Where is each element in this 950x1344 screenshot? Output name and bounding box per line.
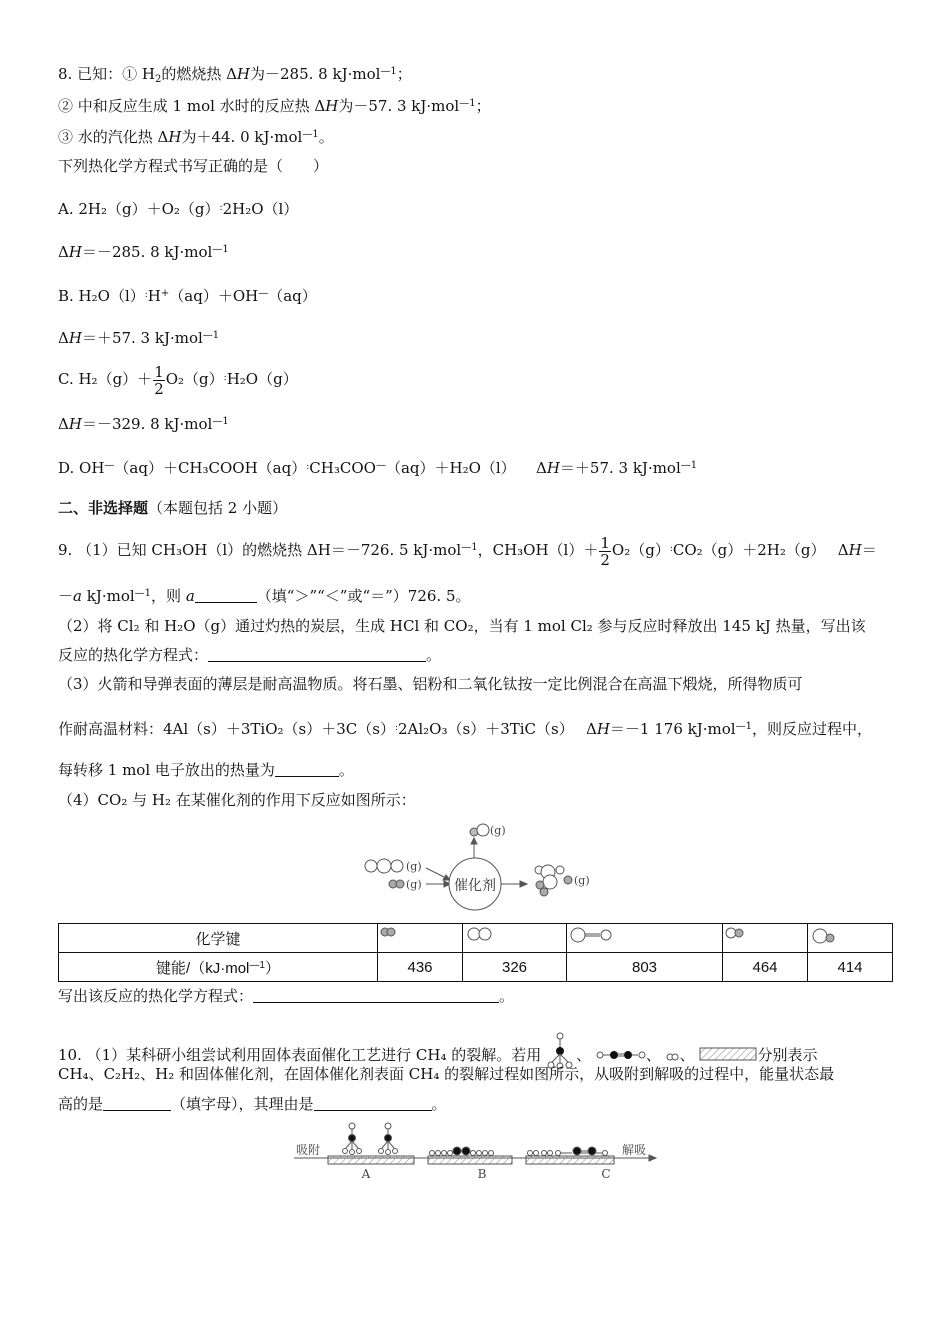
answer-blank[interactable] bbox=[253, 988, 499, 1003]
q9-part2: （2）将 Cl₂ 和 H₂O（g）通过灼热的炭层，生成 HCl 和 CO₂，当有 1 mol Cl₂ 参与反应时释放出 145 kJ 热量，写出该 bbox=[58, 617, 866, 635]
table-row bbox=[59, 924, 893, 953]
q8-option-b-dh: ΔH＝＋57. 3 kJ·mol$^{—1}$ bbox=[58, 329, 220, 347]
table-header-cell: 键能/（kJ·mol$^{—1}$） bbox=[59, 953, 378, 982]
q8-line2: ② 中和反应生成 1 mol 水时的反应热 ΔH为－57. 3 kJ·mol$^{—1}$； bbox=[58, 97, 491, 115]
table-cell: 436 bbox=[378, 953, 463, 982]
q9-part5: 写出该反应的热化学方程式： 。 bbox=[58, 987, 515, 1005]
q8-option-b: B. H₂O（l）:H+（aq）＋OH—（aq） bbox=[58, 287, 317, 305]
bond-h-h-icon bbox=[378, 924, 463, 953]
q9-part3-line3: 每转移 1 mol 电子放出的热量为 。 bbox=[58, 761, 354, 779]
table-cell: 414 bbox=[808, 953, 893, 982]
phase-label: (g) bbox=[490, 824, 506, 837]
stage-label-a: A bbox=[361, 1167, 371, 1181]
phase-label: (g) bbox=[406, 860, 422, 873]
q9-part4: （4）CO₂ 与 H₂ 在某催化剂的作用下反应如图所示： bbox=[58, 791, 416, 809]
q9-part3: （3）火箭和导弹表面的薄层是耐高温物质。将石墨、铝粉和二氧化钛按一定比例混合在高温下煅烧，所得物质可 bbox=[58, 675, 803, 693]
q8-option-c: C. H₂（g）＋ $\frac{1}{2}$ O₂（g）:H₂O（g） bbox=[58, 362, 298, 398]
desorb-label: 解吸 bbox=[622, 1143, 647, 1157]
bond-energy-table bbox=[58, 923, 893, 982]
q9-part2-line2: 反应的热化学方程式： 。 bbox=[58, 646, 442, 664]
q8-line3: ③ 水的汽化热 ΔH为＋44. 0 kJ·mol$^{—1}$。 bbox=[58, 128, 334, 146]
c2h2-molecule-icon bbox=[596, 1049, 646, 1061]
adsorb-label: 吸附 bbox=[296, 1143, 321, 1157]
answer-blank[interactable] bbox=[208, 647, 426, 662]
q9-part3-line2: 作耐高温材料：4Al（s）＋3TiO₂（s）＋3C（s）:2Al₂O₃（s）＋3TiC（s） ΔH＝－1 176 kJ·mol$^{—1}$，则反应过程中， bbox=[58, 720, 872, 738]
q8-option-c-dh: ΔH＝－329. 8 kJ·mol$^{—1}$ bbox=[58, 415, 229, 433]
table-header-cell: 化学键 bbox=[59, 924, 378, 953]
table-cell: 326 bbox=[463, 953, 567, 982]
bond-c-h-icon bbox=[808, 924, 893, 953]
bond-o-h-icon bbox=[723, 924, 808, 953]
q10-line2: CH₄、C₂H₂、H₂ 和固体催化剂，在固体催化剂表面 CH₄ 的裂解过程如图所示，从吸附到解吸的过程中，能量状态最 bbox=[58, 1065, 835, 1083]
stage-label-b: B bbox=[477, 1167, 487, 1181]
answer-blank[interactable] bbox=[275, 762, 339, 777]
q8-line1: 8. 已知：① $H_2$的燃烧热 ΔH为－285. 8 kJ·mol$^{—1}$； bbox=[58, 65, 412, 85]
catalyst-reaction-diagram bbox=[362, 822, 602, 914]
ch4-cracking-diagram bbox=[292, 1120, 662, 1186]
q8-option-a-dh: ΔH＝－285. 8 kJ·mol$^{—1}$ bbox=[58, 243, 229, 261]
q8-option-d: D. OH—（aq）＋CH₃COOH（aq）:CH₃COO—（aq）＋H₂O（l） ΔH＝＋57. 3 kJ·mol$^{—1}$ bbox=[58, 459, 698, 477]
table-row bbox=[59, 953, 893, 982]
q9-part1: 9. （1）已知 CH₃OH（l）的燃烧热 ΔH＝－726. 5 kJ·mol$^{—1}$，CH₃OH（l）＋ $\frac{1}{2}$ O₂（g）:CO₂（g）＋2H₂（g） ΔH＝ bbox=[58, 533, 877, 569]
phase-label: (g) bbox=[574, 874, 590, 887]
h2-molecule-icon bbox=[666, 1053, 680, 1061]
section-heading: 二、非选择题（本题包括 2 小题） bbox=[58, 499, 288, 517]
phase-label: (g) bbox=[406, 878, 422, 891]
answer-blank[interactable] bbox=[195, 588, 257, 603]
answer-blank[interactable] bbox=[103, 1096, 171, 1111]
table-cell: 803 bbox=[567, 953, 723, 982]
q10-line1: 10. （1）某科研小组尝试利用固体表面催化工艺进行 CH₄ 的裂解。若用 、 、 、 分别表示 bbox=[58, 1032, 817, 1072]
catalyst-label: 催化剂 bbox=[454, 878, 496, 894]
catalyst-surface-icon bbox=[699, 1047, 757, 1061]
answer-blank[interactable] bbox=[314, 1096, 432, 1111]
q10-line3: 高的是 （填字母），其理由是 。 bbox=[58, 1095, 447, 1113]
table-cell: 464 bbox=[723, 953, 808, 982]
q8-option-a: A. 2H₂（g）＋O₂（g）:2H₂O（l） bbox=[58, 200, 299, 218]
stage-label-c: C bbox=[601, 1167, 611, 1181]
bond-c-o-icon bbox=[463, 924, 567, 953]
bond-c-double-o-icon bbox=[567, 924, 723, 953]
q9-part1-line2: －a kJ·mol$^{—1}$，则 a （填“＞”“＜”或“＝”）726. 5。 bbox=[58, 587, 471, 605]
q8-stem: 下列热化学方程式书写正确的是（ ） bbox=[58, 157, 329, 175]
